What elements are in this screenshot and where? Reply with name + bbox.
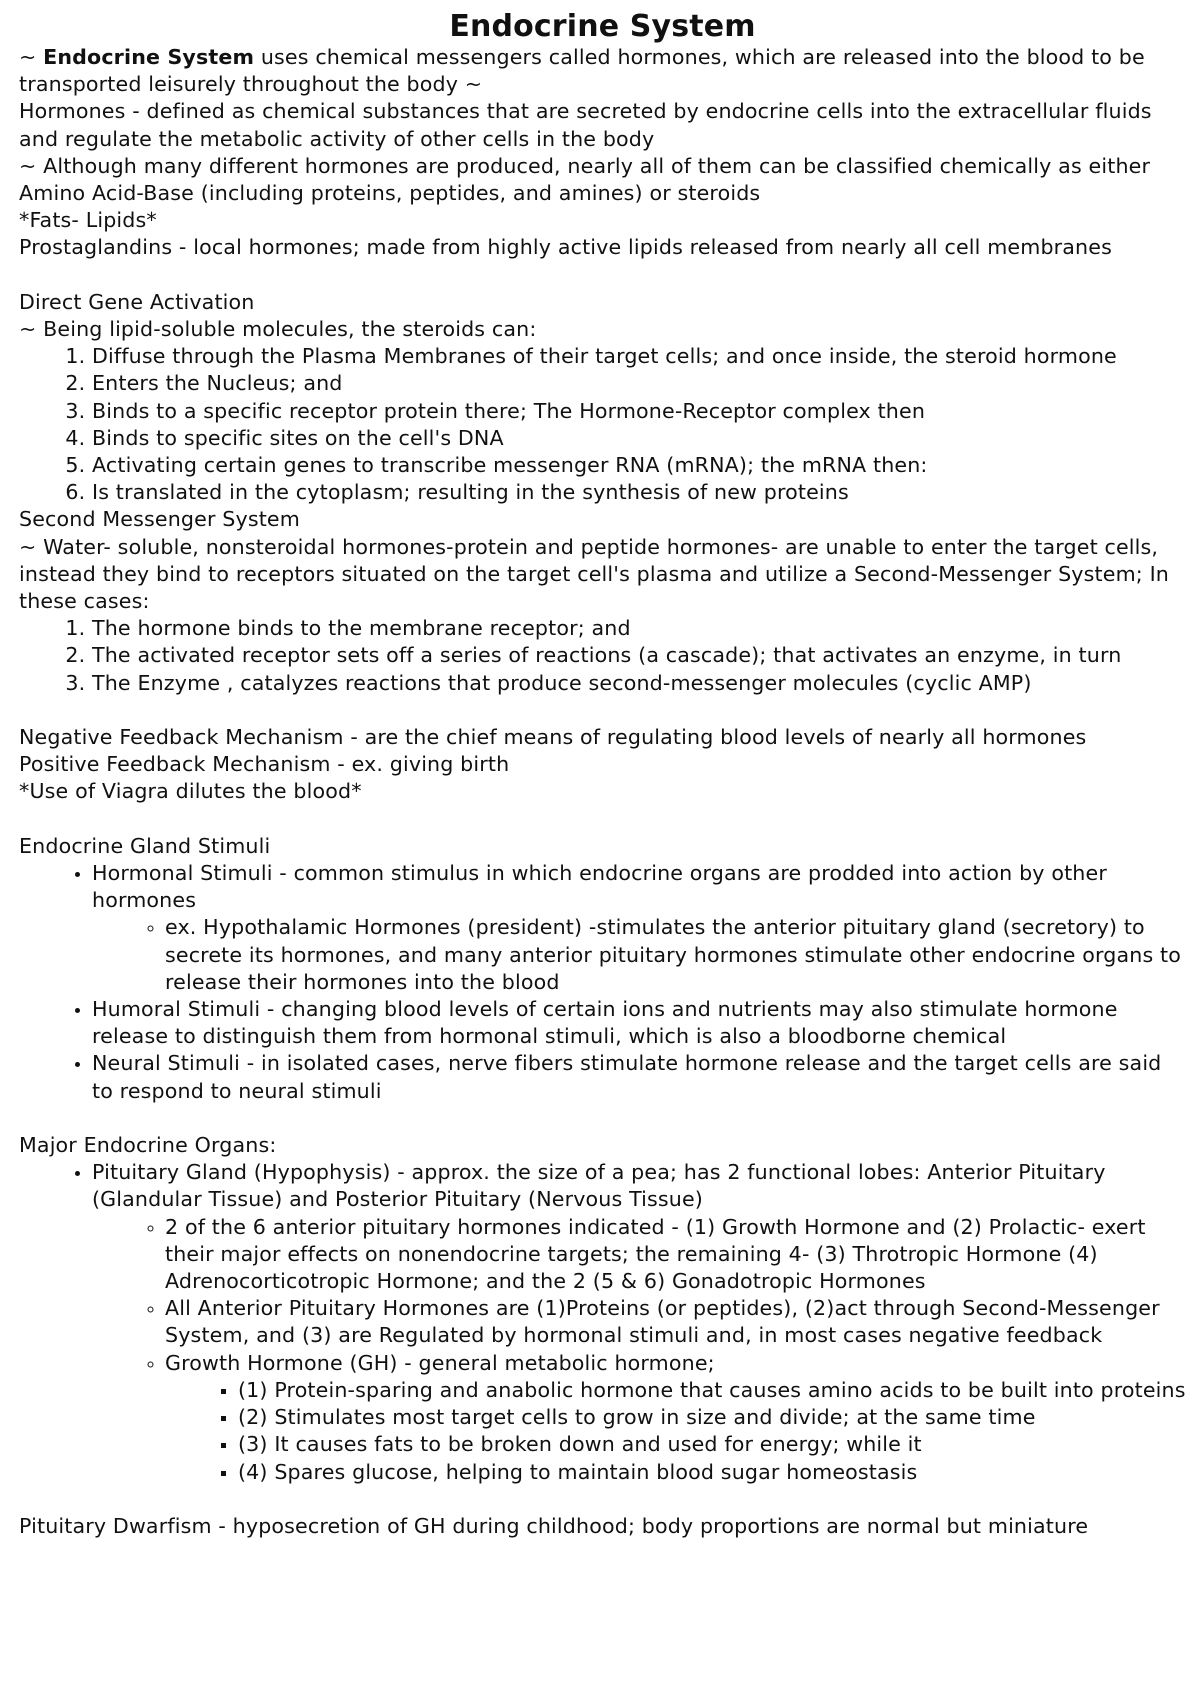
page-title: Endocrine System <box>449 9 756 44</box>
fats-note: *Fats- Lipids* <box>19 208 157 233</box>
second-messenger-heading: Second Messenger System <box>19 507 300 532</box>
spacer <box>19 1486 1186 1513</box>
list-item: ▪ (4) Spares glucose, helping to maintain blood sugar homeostasis <box>238 1459 1186 1486</box>
list-item: 1. Diffuse through the Plasma Membranes of their target cells; and once inside, the steroid hormone <box>92 343 1186 370</box>
direct-gene-steps <box>19 343 1186 506</box>
spacer <box>19 806 1186 833</box>
list-item <box>92 1159 1186 1485</box>
list-item: 1. The hormone binds to the membrane receptor; and <box>92 615 1186 642</box>
spacer <box>19 1105 1186 1132</box>
intro-rest: uses chemical messengers called hormones, which are released into the blood to be transported leisurely throughout the body ~ <box>19 45 1145 97</box>
hormonal-sublist <box>92 914 1186 996</box>
list-item: ▪ (3) It causes fats to be broken down and used for energy; while it <box>238 1431 1186 1458</box>
growth-hormone: Growth Hormone (GH) - general metabolic hormone; <box>165 1350 715 1375</box>
list-item: • Humoral Stimuli - changing blood levels of certain ions and nutrients may also stimulate hormone release to distinguish them from hormonal stimuli, which is also a bloodborne chemical <box>92 996 1186 1050</box>
direct-gene-lead: ~ Being lipid-soluble molecules, the steroids can: <box>19 317 537 342</box>
viagra-note: *Use of Viagra dilutes the blood* <box>19 779 362 804</box>
list-item: ◦ All Anterior Pituitary Hormones are (1)Proteins (or peptides), (2)act through Second-Messenger System, and (3) are Regulated by hormonal stimuli and, in most cases negative feedback <box>165 1295 1186 1349</box>
gh-points <box>165 1377 1186 1486</box>
list-item <box>92 860 1186 996</box>
list-item: 2. Enters the Nucleus; and <box>92 370 1186 397</box>
list-item: 2. The activated receptor sets off a series of reactions (a cascade); that activates an enzyme, in turn <box>92 642 1186 669</box>
hormonal-stimuli: Hormonal Stimuli - common stimulus in which endocrine organs are prodded into action by other hormones <box>92 861 1107 913</box>
classification-paragraph: ~ Although many different hormones are produced, nearly all of them can be classified chemically as either Amino Acid-Base (including proteins, peptides, and amines) or steroids <box>19 153 1151 206</box>
positive-feedback: Positive Feedback Mechanism - ex. giving birth <box>19 752 510 777</box>
list-item: ▪ (1) Protein-sparing and anabolic hormone that causes amino acids to be built into proteins <box>238 1377 1186 1404</box>
list-item: 3. The Enzyme , catalyzes reactions that produce second-messenger molecules (cyclic AMP) <box>92 670 1186 697</box>
stimuli-heading: Endocrine Gland Stimuli <box>19 833 271 858</box>
list-item: • Neural Stimuli - in isolated cases, nerve fibers stimulate hormone release and the target cells are said to respond to neural stimuli <box>92 1050 1186 1104</box>
list-item: 3. Binds to a specific receptor protein there; The Hormone-Receptor complex then <box>92 398 1186 425</box>
intro-bold-term: Endocrine System <box>43 45 255 69</box>
negative-feedback: Negative Feedback Mechanism - are the chief means of regulating blood levels of nearly all hormones <box>19 725 1087 750</box>
list-item <box>165 1350 1186 1486</box>
hormones-definition: Hormones - defined as chemical substances that are secreted by endocrine cells into the extracellular fluids and regulate the metabolic activity of other cells in the body <box>19 99 1152 151</box>
direct-gene-heading: Direct Gene Activation <box>19 289 255 314</box>
list-item: ◦ 2 of the 6 anterior pituitary hormones indicated - (1) Growth Hormone and (2) Prolactic- exert their major effects on nonendocrine targets; the remaining 4- (3) Throtropic Hormone (4) Adrenocorticotropic Hormone; and the 2 (5 & 6) Gonadotropic Hormones <box>165 1214 1186 1296</box>
list-item: 5. Activating certain genes to transcribe messenger RNA (mRNA); the mRNA then: <box>92 452 1186 479</box>
dwarfism-paragraph: Pituitary Dwarfism - hyposecretion of GH during childhood; body proportions are normal but miniature <box>19 1513 1089 1538</box>
stimuli-list <box>19 860 1186 1105</box>
organs-list <box>19 1159 1186 1485</box>
intro-paragraph: ~ Endocrine System uses chemical messengers called hormones, which are released into the blood to be transported leisurely throughout the body ~ <box>19 45 1145 97</box>
list-item: ▪ (2) Stimulates most target cells to grow in size and divide; at the same time <box>238 1404 1186 1431</box>
organs-heading: Major Endocrine Organs: <box>19 1133 277 1158</box>
list-item: ◦ ex. Hypothalamic Hormones (president) -stimulates the anterior pituitary gland (secretory) to secrete its hormones, and many anterior pituitary hormones stimulate other endocrine organs to release their hormones into the blood <box>165 914 1186 996</box>
second-messenger-steps <box>19 615 1186 697</box>
spacer <box>19 697 1186 724</box>
pituitary-sublist <box>92 1214 1186 1486</box>
second-messenger-lead: ~ Water- soluble, nonsteroidal hormones-protein and peptide hormones- are unable to enter the target cells, instead they bind to receptors situated on the target cell's plasma and utilize a Second-Messenger System; In these cases: <box>19 534 1169 614</box>
spacer <box>19 262 1186 289</box>
prostaglandins-paragraph: Prostaglandins - local hormones; made from highly active lipids released from nearly all cell membranes <box>19 235 1112 260</box>
list-item: 6. Is translated in the cytoplasm; resulting in the synthesis of new proteins <box>92 479 1186 506</box>
list-item: 4. Binds to specific sites on the cell's DNA <box>92 425 1186 452</box>
pituitary-gland: Pituitary Gland (Hypophysis) - approx. the size of a pea; has 2 functional lobes: Anterior Pituitary (Glandular Tissue) and Posterior Pituitary (Nervous Tissue) <box>92 1160 1106 1212</box>
